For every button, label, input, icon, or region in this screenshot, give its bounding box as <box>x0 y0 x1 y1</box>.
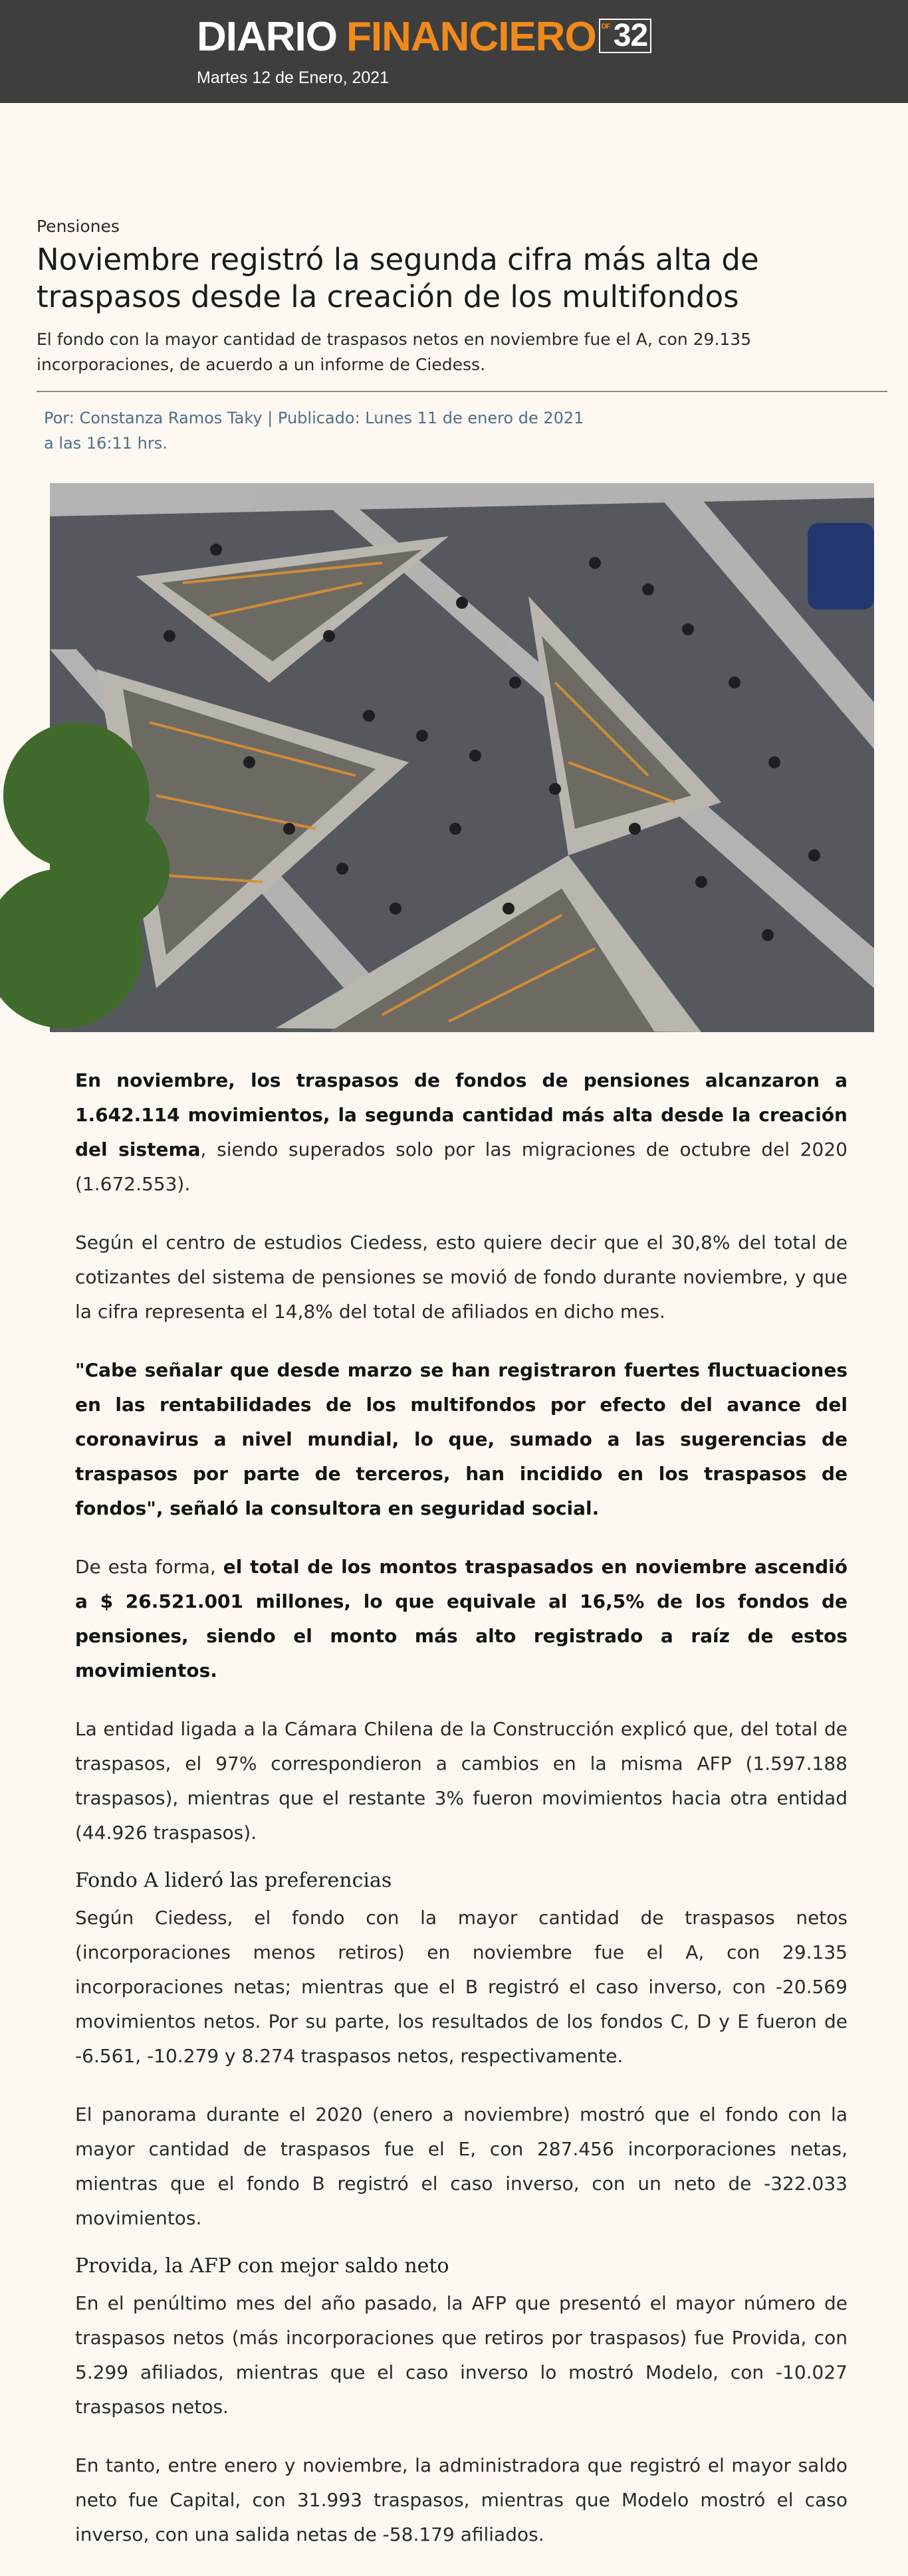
photo-pedestrian-crossing <box>50 483 874 1032</box>
section-label[interactable]: Pensiones <box>37 217 120 236</box>
subheading-fondo-a: Fondo A lideró las preferencias <box>75 1869 392 1892</box>
logo-badge-number: 32 <box>613 17 648 53</box>
paragraph-9: En tanto, entre enero y noviembre, la administradora que registró el mayor saldo neto fue Capital, con 31.993 traspasos, mientras que Modelo mostró el caso inverso, con una salida netas de -58.179 afiliados. <box>75 2454 848 2545</box>
edition-date: Martes 12 de Enero, 2021 <box>197 68 390 87</box>
divider <box>37 391 887 392</box>
paragraph-8: En el penúltimo mes del año pasado, la AFP que presentó el mayor número de traspasos netos (más incorporaciones que retiros por traspasos) fue Provida, con 5.299 afiliados, mientras que el caso inverso lo mostró Modelo, con -10.027 traspasos netos. <box>75 2292 848 2418</box>
paragraph-4-start: De esta forma, <box>75 1556 223 1578</box>
site-logo[interactable] <box>197 16 651 58</box>
article-body <box>75 1063 848 2576</box>
article-photo <box>50 483 874 1032</box>
paragraph-3-quote: "Cabe señalar que desde marzo se han registraron fuertes fluctuaciones en las rentabilidades de los multifondos por efecto del avance del coronavirus a nivel mundial, lo que, sumado a las sugerencias de traspasos por parte de terceros, han incidido en los traspasos de fondos", señaló la consultora en seguridad social. <box>75 1359 848 1519</box>
paragraph-5: La entidad ligada a la Cámara Chilena de la Construcción explicó que, del total de traspasos, el 97% correspondieron a cambios en la misma AFP (1.597.188 traspasos), mientras que el restante 3% fueron movimientos hacia otra entidad (44.926 traspasos). <box>75 1718 848 1844</box>
paragraph-4-bold: el total de los montos traspasados en noviembre ascendió a $ 26.521.001 millones, lo que equivale al 16,5% de los fondos de pensiones, siendo el monto más alto registrado a raíz de estos movimientos. <box>75 1556 848 1681</box>
logo-badge <box>599 19 651 53</box>
byline: Por: Constanza Ramos Taky | Publicado: Lunes 11 de enero de 2021 a las 16:11 hrs. <box>44 409 584 453</box>
logo-word-diario: DIARIO <box>197 14 337 60</box>
subheading-provida: Provida, la AFP con mejor saldo neto <box>75 2254 449 2278</box>
article-title: Noviembre registró la segunda cifra más alta de traspasos desde la creación de los multifondos <box>37 242 759 314</box>
paragraph-1 <box>75 1063 848 1202</box>
site-header <box>0 0 908 103</box>
paragraph-7: El panorama durante el 2020 (enero a noviembre) mostró que el fondo con la mayor cantidad de traspasos fue el E, con 287.456 incorporaciones netas, mientras que el fondo B registró el caso inverso, con un neto de -322.033 movimientos. <box>75 2103 848 2229</box>
paragraph-1-bold: En noviembre, los traspasos de fondos de pensiones alcanzaron a 1.642.114 movimientos, la segunda cantidad más alta desde la creación del sistema <box>75 1069 848 1160</box>
paragraph-4 <box>75 1550 848 1688</box>
paragraph-1-rest: , siendo superados solo por las migraciones de octubre del 2020 (1.672.553). <box>75 1138 848 1195</box>
paragraph-6: Según Ciedess, el fondo con la mayor cantidad de traspasos netos (incorporaciones menos retiros) en noviembre fue el A, con 29.135 incorporaciones netas; mientras que el B registró el caso inverso, con -20.569 movimientos netos. Por su parte, los resultados de los fondos C, D y E fueron de -6.561, -10.279 y 8.274 traspasos netos, respectivamente. <box>75 1907 848 2067</box>
logo-word-financiero: FINANCIERO <box>346 14 596 60</box>
logo-badge-df: DF <box>601 22 610 31</box>
article-lead: El fondo con la mayor cantidad de traspasos netos en noviembre fue el A, con 29.135 incorporaciones, de acuerdo a un informe de Ciedess. <box>37 330 752 374</box>
paragraph-2: Según el centro de estudios Ciedess, esto quiere decir que el 30,8% del total de cotizantes del sistema de pensiones se movió de fondo durante noviembre, y que la cifra representa el 14,8% del total de afiliados en dicho mes. <box>75 1232 848 1323</box>
